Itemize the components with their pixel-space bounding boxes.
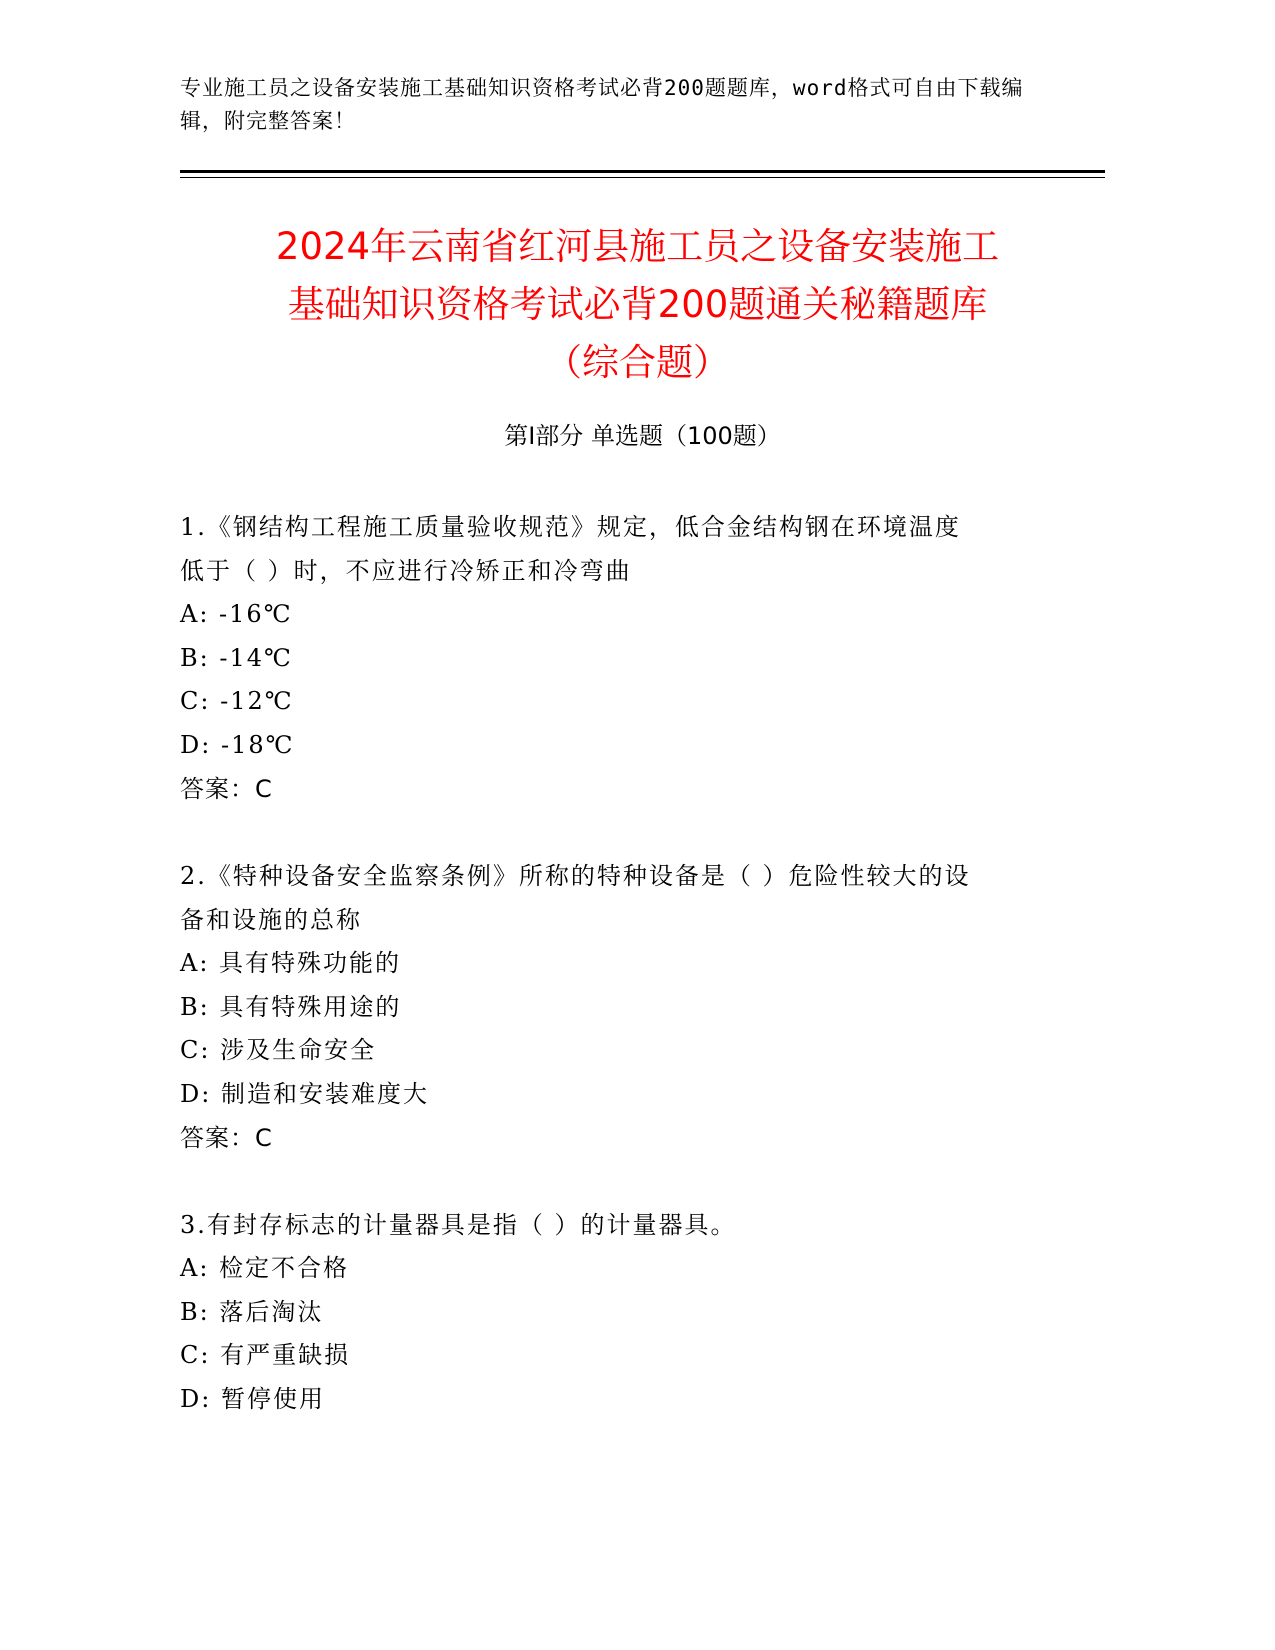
option-a: A: 具有特殊功能的 [180, 949, 402, 977]
title-line-2: 基础知识资格考试必背200题通关秘籍题库 [287, 283, 988, 326]
question-stem-line: 3.有封存标志的计量器具是指（ ）的计量器具。 [180, 1211, 737, 1239]
option-d: D: 暂停使用 [180, 1384, 325, 1413]
header-rule-thin [180, 177, 1105, 178]
option-c: C: 有严重缺损 [180, 1341, 351, 1369]
question-3 [180, 1203, 1040, 1421]
option-a: A: 检定不合格 [180, 1254, 350, 1282]
question-stem-line: 2.《特种设备安全监察条例》所称的特种设备是（ ）危险性较大的设 [180, 862, 971, 890]
option-c: C: -12℃ [180, 687, 294, 715]
option-b: B: 具有特殊用途的 [180, 992, 402, 1021]
section-title: 第Ⅰ部分 单选题（100题） [504, 422, 781, 450]
question-stem-line: 低于（ ）时，不应进行冷矫正和冷弯曲 [180, 557, 632, 585]
title-line-1: 2024年云南省红河县施工员之设备安装施工 [275, 225, 1000, 268]
title-line-3: （综合题） [545, 341, 730, 384]
question-list [180, 505, 1040, 1464]
option-d: D: -18℃ [180, 730, 295, 759]
question-stem-line: 1.《钢结构工程施工质量验收规范》规定，低合金结构钢在环境温度 [180, 513, 961, 541]
option-d: D: 制造和安装难度大 [180, 1079, 429, 1108]
header-rule-thick [180, 170, 1105, 173]
document-title [150, 218, 1125, 392]
header-note: 专业施工员之设备安装施工基础知识资格考试必背200题题库，word格式可自由下载编辑，附完整答案！ [180, 76, 1024, 133]
option-b: B: 落后淘汰 [180, 1297, 324, 1326]
question-2 [180, 854, 1040, 1160]
option-b: B: -14℃ [180, 643, 293, 672]
answer: 答案：C [180, 775, 273, 803]
question-1 [180, 505, 1040, 811]
question-stem-line: 备和设施的总称 [180, 906, 362, 934]
option-c: C: 涉及生命安全 [180, 1036, 377, 1064]
option-a: A: -16℃ [180, 600, 293, 628]
answer: 答案：C [180, 1124, 273, 1152]
